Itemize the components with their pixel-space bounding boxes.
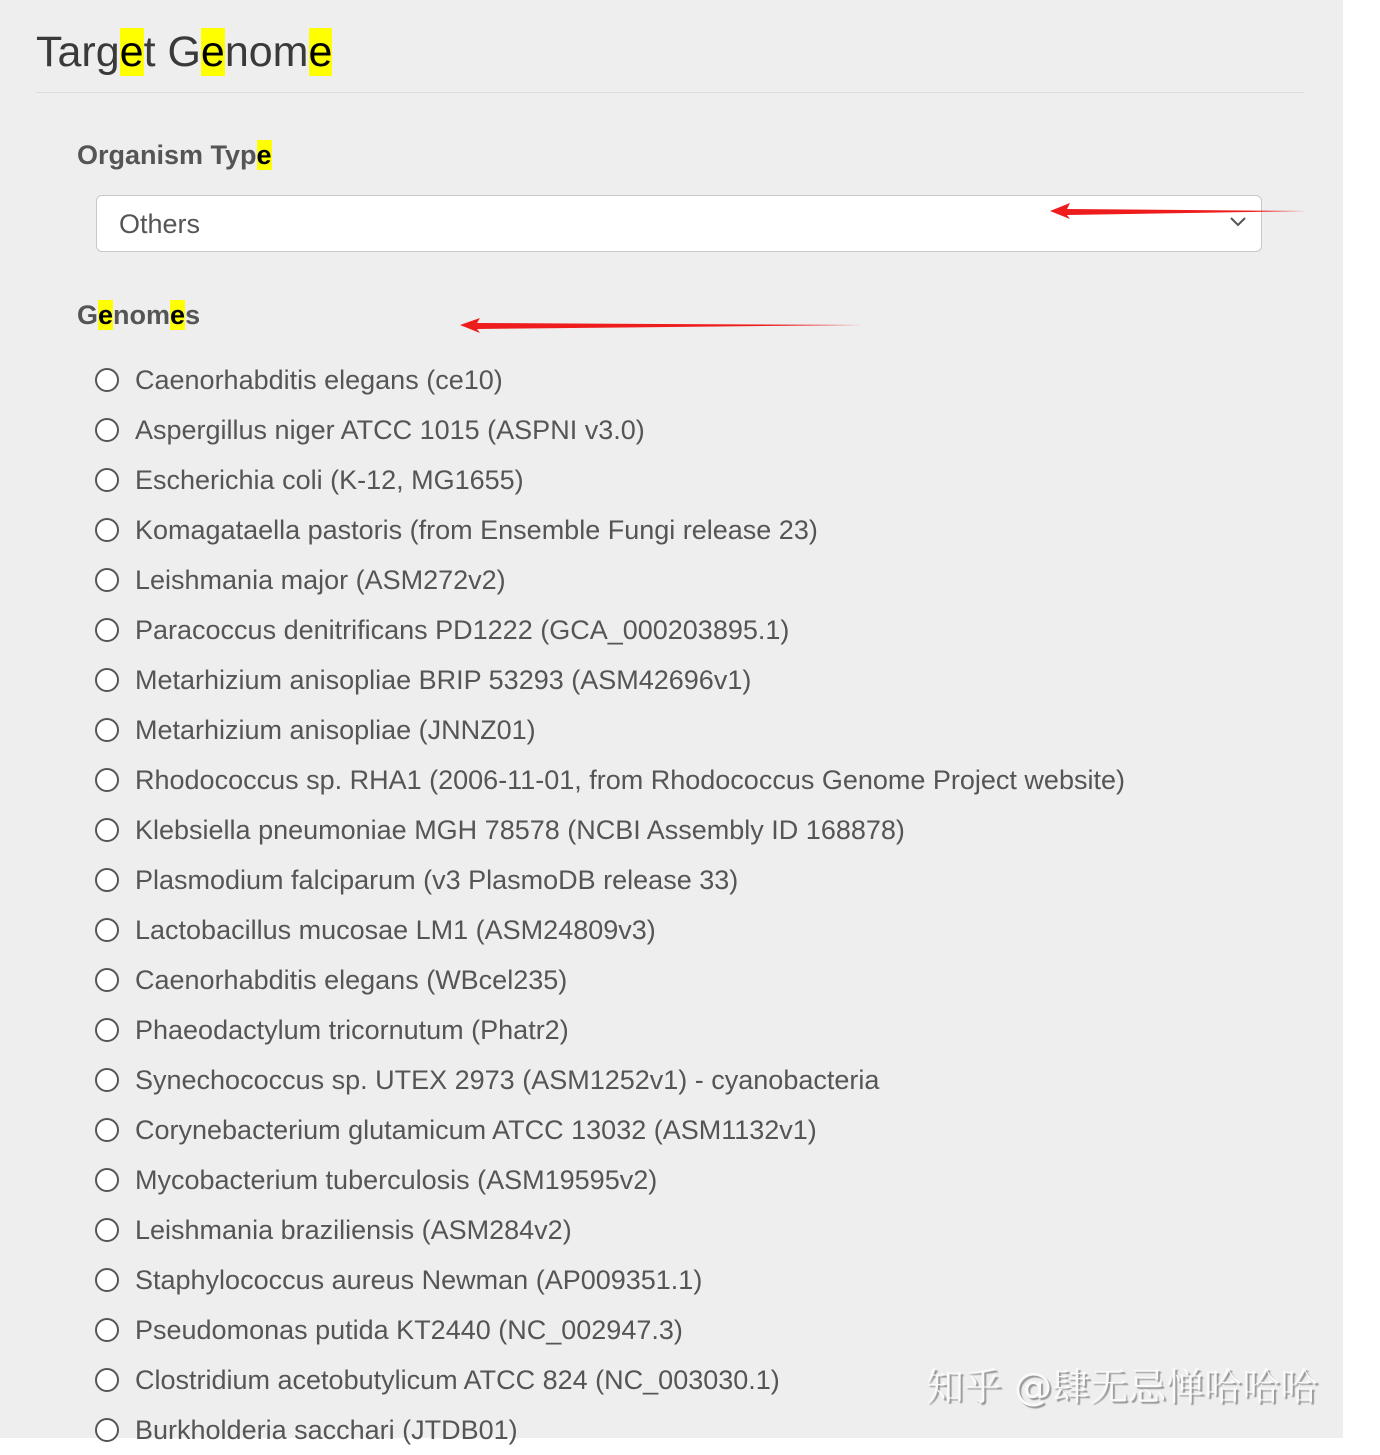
- highlighted-text: e: [200, 28, 225, 76]
- radio-button[interactable]: [95, 418, 119, 442]
- genome-option-label[interactable]: Leishmania major (ASM272v2): [135, 564, 506, 595]
- radio-button[interactable]: [95, 818, 119, 842]
- genome-option[interactable]: [95, 1105, 1125, 1155]
- genome-option[interactable]: [95, 655, 1125, 705]
- genome-option[interactable]: [95, 605, 1125, 655]
- genome-option-label[interactable]: Metarhizium anisopliae BRIP 53293 (ASM42696v1): [135, 664, 752, 695]
- genome-option-label[interactable]: Leishmania braziliensis (ASM284v2): [135, 1214, 572, 1245]
- radio-button[interactable]: [95, 1168, 119, 1192]
- radio-button[interactable]: [95, 1118, 119, 1142]
- heading-text: Targ: [36, 28, 120, 76]
- genome-option-label[interactable]: Escherichia coli (K-12, MG1655): [135, 464, 524, 495]
- heading-text: nom: [224, 28, 309, 76]
- genome-option-label[interactable]: Caenorhabditis elegans (ce10): [135, 364, 503, 395]
- highlighted-text: e: [308, 28, 333, 76]
- heading-text: nom: [113, 300, 171, 330]
- genome-option[interactable]: [95, 355, 1125, 405]
- radio-button[interactable]: [95, 1418, 119, 1442]
- genomes-label: [77, 295, 200, 335]
- genomes-radio-list: [95, 355, 1125, 1455]
- genome-option-label[interactable]: Phaeodactylum tricornutum (Phatr2): [135, 1014, 569, 1045]
- genome-option-label[interactable]: Corynebacterium glutamicum ATCC 13032 (ASM1132v1): [135, 1114, 817, 1145]
- genome-option[interactable]: [95, 1305, 1125, 1355]
- radio-button[interactable]: [95, 868, 119, 892]
- genome-option[interactable]: [95, 805, 1125, 855]
- radio-button[interactable]: [95, 1068, 119, 1092]
- organism-type-label: [77, 135, 272, 175]
- heading-text: s: [185, 300, 201, 330]
- radio-button[interactable]: [95, 668, 119, 692]
- genome-option[interactable]: [95, 1155, 1125, 1205]
- highlighted-text: e: [256, 140, 272, 170]
- heading-text: t G: [143, 28, 201, 76]
- genome-option[interactable]: [95, 755, 1125, 805]
- radio-button[interactable]: [95, 468, 119, 492]
- annotation-arrow: [1045, 200, 1310, 225]
- radio-button[interactable]: [95, 968, 119, 992]
- radio-button[interactable]: [95, 1268, 119, 1292]
- heading-text: G: [77, 300, 99, 330]
- genome-option[interactable]: [95, 1255, 1125, 1305]
- genome-option[interactable]: [95, 1405, 1125, 1455]
- radio-button[interactable]: [95, 1318, 119, 1342]
- genome-option-label[interactable]: Metarhizium anisopliae (JNNZ01): [135, 714, 536, 745]
- radio-button[interactable]: [95, 718, 119, 742]
- radio-button[interactable]: [95, 768, 119, 792]
- page-title: [36, 24, 332, 80]
- genome-option-label[interactable]: Caenorhabditis elegans (WBcel235): [135, 964, 568, 995]
- highlighted-text: e: [119, 28, 144, 76]
- radio-button[interactable]: [95, 1368, 119, 1392]
- radio-button[interactable]: [95, 918, 119, 942]
- highlighted-text: e: [98, 300, 114, 330]
- radio-button[interactable]: [95, 618, 119, 642]
- divider: [36, 92, 1304, 93]
- radio-button[interactable]: [95, 568, 119, 592]
- organism-type-value: Others: [119, 209, 201, 239]
- genome-option[interactable]: [95, 555, 1125, 605]
- genome-option[interactable]: [95, 405, 1125, 455]
- radio-button[interactable]: [95, 1218, 119, 1242]
- genome-option-label[interactable]: Lactobacillus mucosae LM1 (ASM24809v3): [135, 914, 656, 945]
- genome-option[interactable]: [95, 1205, 1125, 1255]
- genome-option-label[interactable]: Klebsiella pneumoniae MGH 78578 (NCBI Assembly ID 168878): [135, 814, 905, 845]
- genome-option[interactable]: [95, 455, 1125, 505]
- genome-option-label[interactable]: Pseudomonas putida KT2440 (NC_002947.3): [135, 1314, 683, 1345]
- genome-option[interactable]: [95, 855, 1125, 905]
- radio-button[interactable]: [95, 368, 119, 392]
- heading-text: Organism Typ: [77, 140, 257, 170]
- genome-option-label[interactable]: Paracoccus denitrificans PD1222 (GCA_000203895.1): [135, 614, 790, 645]
- genome-option[interactable]: [95, 905, 1125, 955]
- radio-button[interactable]: [95, 518, 119, 542]
- genome-option-label[interactable]: Plasmodium falciparum (v3 PlasmoDB release 33): [135, 864, 739, 895]
- genome-option-label[interactable]: Komagataella pastoris (from Ensemble Fungi release 23): [135, 514, 818, 545]
- annotation-arrow: [455, 314, 865, 339]
- highlighted-text: e: [170, 300, 186, 330]
- genome-option-label[interactable]: Rhodococcus sp. RHA1 (2006-11-01, from Rhodococcus Genome Project website): [135, 764, 1125, 795]
- genome-option-label[interactable]: Aspergillus niger ATCC 1015 (ASPNI v3.0): [135, 414, 645, 445]
- genome-option-label[interactable]: Burkholderia sacchari (JTDB01): [135, 1414, 518, 1445]
- genome-option[interactable]: [95, 1005, 1125, 1055]
- genome-option-label[interactable]: Mycobacterium tuberculosis (ASM19595v2): [135, 1164, 658, 1195]
- genome-option-label[interactable]: Synechococcus sp. UTEX 2973 (ASM1252v1) - cyanobacteria: [135, 1064, 880, 1095]
- genome-option-label[interactable]: Staphylococcus aureus Newman (AP009351.1): [135, 1264, 703, 1295]
- genome-option[interactable]: [95, 505, 1125, 555]
- watermark: 知乎 @肆无忌惮哈哈哈: [926, 1365, 1319, 1409]
- radio-button[interactable]: [95, 1018, 119, 1042]
- genome-option-label[interactable]: Clostridium acetobutylicum ATCC 824 (NC_003030.1): [135, 1364, 780, 1395]
- genome-option[interactable]: [95, 705, 1125, 755]
- genome-option[interactable]: [95, 955, 1125, 1005]
- genome-option[interactable]: [95, 1055, 1125, 1105]
